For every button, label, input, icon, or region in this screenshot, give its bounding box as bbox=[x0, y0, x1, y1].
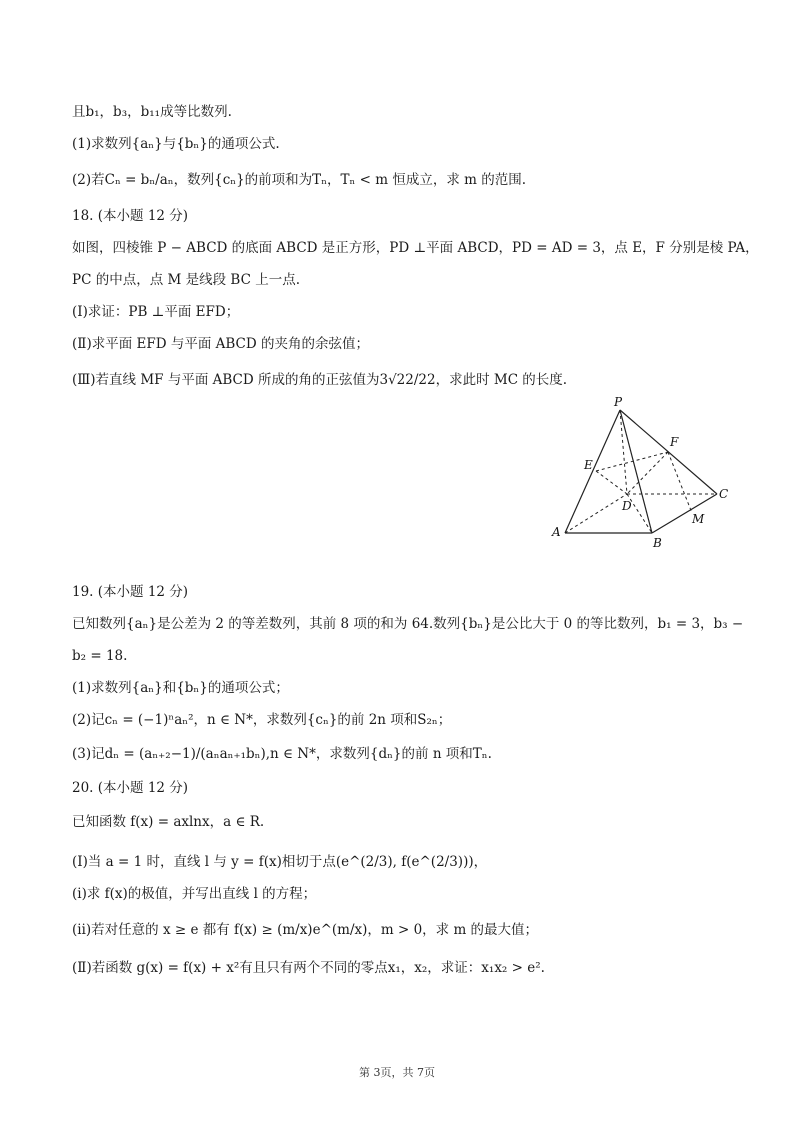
line-19: (ⅰ)求 f(x)的极值，并写出直线 l 的方程； bbox=[72, 886, 317, 902]
line-14: (2)记cₙ = (−1)ⁿaₙ²，n ∈ N*，求数列{cₙ}的前 2n 项和S₂ₙ； bbox=[72, 712, 452, 728]
line-1: 且b₁，b₃，b₁₁成等比数列. bbox=[72, 104, 232, 120]
line-15: (3)记dₙ = (aₙ₊₂−1)/(aₙaₙ₊₁bₙ),n ∈ N*，求数列{dₙ}的前 n 项和Tₙ. bbox=[72, 746, 492, 762]
line-8: (Ⅱ)求平面 EFD 与平面 ABCD 的夹角的余弦值； bbox=[72, 336, 369, 352]
line-18: (Ⅰ)当 a = 1 时，直线 l 与 y = f(x)相切于点(e^(2/3), f(e^(2/3)))， bbox=[72, 854, 488, 870]
line-9: (Ⅲ)若直线 MF 与平面 ABCD 所成的角的正弦值为3√22/22，求此时 MC 的长度. bbox=[72, 372, 568, 388]
label-E: E bbox=[584, 458, 593, 472]
label-B: B bbox=[653, 536, 662, 550]
section-heading-18: 18. (本小题 12 分) bbox=[72, 208, 189, 224]
section-heading-19: 19. (本小题 12 分) bbox=[72, 584, 189, 600]
label-P: P bbox=[614, 395, 623, 409]
line-17: 已知函数 f(x) = axlnx，a ∈ R. bbox=[72, 814, 265, 830]
label-F: F bbox=[670, 435, 679, 449]
label-C: C bbox=[719, 487, 729, 501]
line-6: PC 的中点，点 M 是线段 BC 上一点. bbox=[72, 272, 300, 288]
line-7: (Ⅰ)求证：PB ⊥平面 EFD； bbox=[72, 304, 240, 320]
label-D: D bbox=[622, 499, 632, 513]
line-5: 如图，四棱锥 P − ABCD 的底面 ABCD 是正方形，PD ⊥平面 ABCD，PD = AD = 3，点 E，F 分别是棱 PA， bbox=[72, 240, 759, 256]
line-3: (2)若Cₙ = bₙ/aₙ，数列{cₙ}的前项和为Tₙ，Tₙ < m 恒成立，求 m 的范围. bbox=[72, 172, 527, 188]
line-12: b₂ = 18. bbox=[72, 648, 128, 664]
label-A: A bbox=[552, 525, 561, 539]
page-footer: 第 3页，共 7页 bbox=[359, 1066, 435, 1079]
line-13: (1)求数列{aₙ}和{bₙ}的通项公式； bbox=[72, 680, 289, 696]
line-11: 已知数列{aₙ}是公差为 2 的等差数列，其前 8 项的和为 64.数列{bₙ}是公比大于 0 的等比数列，b₁ = 3，b₃ − bbox=[72, 616, 744, 632]
section-heading-20: 20. (本小题 12 分) bbox=[72, 780, 189, 796]
label-M: M bbox=[692, 512, 705, 526]
line-2: (1)求数列{aₙ}与{bₙ}的通项公式. bbox=[72, 136, 280, 152]
line-20: (ⅱ)若对任意的 x ≥ e 都有 f(x) ≥ (m/x)e^(m/x)，m > 0，求 m 的最大值； bbox=[72, 922, 539, 938]
line-21: (Ⅱ)若函数 g(x) = f(x) + x²有且只有两个不同的零点x₁，x₂，求证：x₁x₂ > e². bbox=[72, 960, 545, 976]
pyramid-figure bbox=[548, 392, 738, 552]
